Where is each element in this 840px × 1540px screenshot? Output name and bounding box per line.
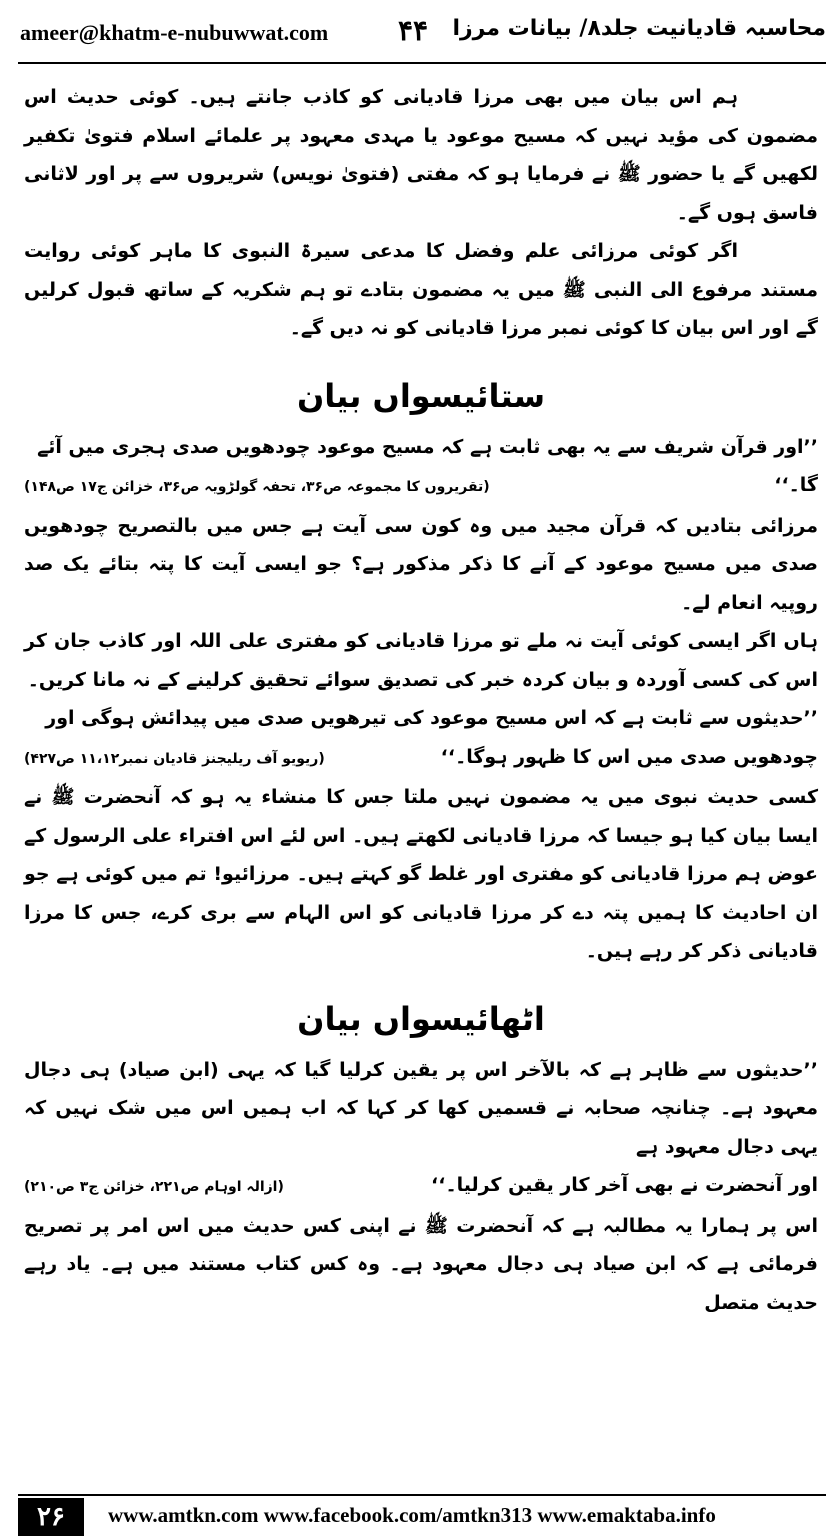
header-divider <box>18 62 826 64</box>
section-27-reference-2: (ریویو آف ریلیجنز قادیان نمبر۱۱،۱۲ ص۴۲۷) <box>24 750 325 767</box>
page-header <box>20 12 826 60</box>
section-27-paragraph-1: مرزائی بتادیں کہ قرآن مجید میں وہ کون سی آیت ہے جس میں بالتصریح چودھویں صدی میں مسیح موعود کے آنے کا ذکر مذکور ہے؟ جو ایسی آیت کا پتہ بتائے یک صد روپیہ انعام لے۔ <box>24 514 818 614</box>
section-27-quote-2-end: چودھویں صدی میں اس کا ظہور ہوگا۔‘‘ <box>440 745 818 768</box>
section-27-paragraph-3: کسی حدیث نبوی میں یہ مضمون نہیں ملتا جس کا منشاء یہ ہو کہ آنحضرت ﷺ نے ایسا بیان کیا ہو جیسا کہ مرزا قادیانی لکھتے ہیں۔ اس لئے اس افتراء علی الرسول کے عوض ہم مرزا قادیانی کو مفتری اور غلط گو کہتے ہیں۔ مرزائیو! تم میں کوئی ہے جو ان احادیث کا ہمیں پتہ دے کر مرزا قادیانی کو اس الہام سے بری کرے، جس کا مرزا قادیانی ذکر کر رہے ہیں۔ <box>24 786 818 962</box>
footer-urls[interactable]: www.amtkn.com www.facebook.com/amtkn313 www.emaktaba.info <box>108 1503 716 1527</box>
page-content <box>24 78 818 1322</box>
section-27-quote: ’’اور قرآن شریف سے یہ بھی ثابت ہے کہ مسیح موعود چودھویں صدی ہجری میں آئے <box>37 435 818 458</box>
section-28-quote-end-row <box>24 1166 818 1207</box>
section-27-quote-end-row <box>24 466 818 507</box>
header-page-number: ۴۴ <box>398 14 429 47</box>
section-28-quote: ’’حدیثوں سے ظاہر ہے کہ بالآخر اس پر یقین کرلیا گیا کہ یہی (ابن صیاد) ہی دجال معہود ہے۔ چنانچہ صحابہ نے قسمیں کھا کر کہا کہ اب ہمیں اس میں شک نہیں کہ یہی دجال معہود ہے <box>24 1058 818 1158</box>
paragraph-intro: ہم اس بیان میں بھی مرزا قادیانی کو کاذب جانتے ہیں۔ کوئی حدیث اس مضمون کی مؤید نہیں کہ مسیح موعود یا مہدی معہود پر علمائے اسلام فتویٰ تکفیر لکھیں گے یا حضور ﷺ نے فرمایا ہو کہ مفتی (فتویٰ نویس) شریروں سے پر اور لاثانی فاسق ہوں گے۔ <box>24 86 818 224</box>
section-27-quote-2-end-row <box>24 738 818 779</box>
section-27-quote-end: گا۔‘‘ <box>774 474 818 496</box>
section-28-reference: (ازالہ اوہام ص۲۲۱، خزائن ج۳ ص۲۱۰) <box>24 1179 284 1195</box>
section-27-quote-2: ’’حدیثوں سے ثابت ہے کہ اس مسیح موعود کی تیرھویں صدی میں پیدائش ہوگی اور <box>45 707 818 729</box>
section-28-heading: اٹھائیسواں بیان <box>297 999 545 1038</box>
section-27-heading: ستائیسواں بیان <box>296 376 546 415</box>
section-28-quote-end: اور آنحضرت نے بھی آخر کار یقین کرلیا۔‘‘ <box>431 1174 818 1196</box>
footer-divider <box>18 1494 826 1496</box>
section-27-paragraph-2: ہاں اگر ایسی کوئی آیت نہ ملے تو مرزا قادیانی کو مفتری علی اللہ اور کاذب جان کر اس کی کسی آوردہ و بیان کردہ خبر کی تصدیق سوائے تحقیق کرلینے کے نہ مانا کریں۔ <box>24 630 818 691</box>
section-27-reference: (تقریروں کا مجموعہ ص۳۶، تحفہ گولڑویہ ص۳۶، خزائن ج۱۷ ص۱۴۸) <box>24 479 490 495</box>
header-email[interactable]: ameer@khatm-e-nubuwwat.com <box>20 20 329 45</box>
footer-page-number: ۲۶ <box>18 1498 84 1536</box>
paragraph-challenge: اگر کوئی مرزائی علم وفضل کا مدعی سیرۃ النبوی کا ماہر کوئی روایت مستند مرفوع الی النبی ﷺ میں یہ مضمون بتادے تو ہم شکریہ کے ساتھ قبول کرلیں گے اور اس بیان کا کوئی نمبر مرزا قادیانی کو نہ دیں گے۔ <box>24 240 818 339</box>
header-title: محاسبہ قادیانیت جلد۸/ بیانات مرزا <box>452 16 826 41</box>
section-28-paragraph-1: اس پر ہمارا یہ مطالبہ ہے کہ آنحضرت ﷺ نے اپنی کس حدیث میں اس امر پر تصریح فرمائی ہے کہ ابن صیاد ہی دجال معہود ہے۔ وہ کس کتاب مستند میں ہے۔ یاد رہے حدیث متصل <box>24 1214 818 1314</box>
